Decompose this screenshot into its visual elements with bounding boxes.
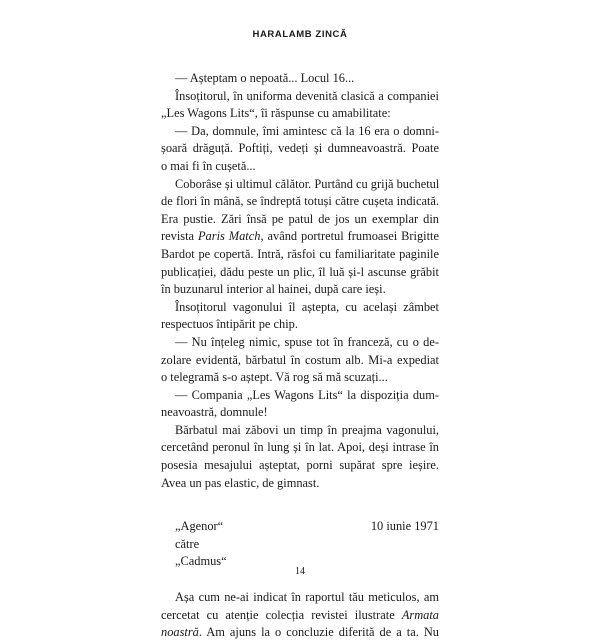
text-line: Însoțitorul vagonului îl aștepta, cu același zâmbet	[175, 299, 439, 314]
text-line: șoară drăguță. Poftiți, vedeți și dumneavoastră. Poate	[161, 141, 439, 156]
body-text	[161, 70, 439, 642]
text-line: Coborâse și ultimul călător. Purtând cu grijă buchetul	[175, 176, 440, 191]
text-fragment: , având portretul frumoasei Brigitte	[260, 229, 439, 244]
letter-header	[161, 518, 439, 536]
text-line: — Compania „Les Wagons Lits“ la dispoziția dum-	[175, 387, 439, 402]
text-line: „Les Wagons Lits“, îi răspunse cu amabilitate:	[161, 106, 391, 121]
text-line: Era pustie. Zări însă pe patul de jos un exemplar din	[161, 211, 439, 226]
text-line: — Așteptam o nepoată... Locul 16...	[175, 71, 355, 85]
text-line: — Da, domnule, îmi amintesc că la 16 era o domni-	[175, 123, 439, 138]
text-line: Avea un pas elastic, de gimnast.	[161, 475, 320, 490]
text-fragment: . Am ajuns la o concluzie diferită de a ta. Nu	[198, 625, 439, 640]
text-line: Bărbatul mai zăbovi un timp în preajma vagonului,	[175, 422, 439, 437]
page-number: 14	[295, 566, 305, 577]
text-line-magazine	[161, 228, 439, 246]
text-fragment: cercetat cu atenție colecția revistei ilustrate	[161, 607, 402, 622]
text-line: Însoțitorul, în uniforma devenită clasică a companiei	[175, 88, 439, 103]
text-line: o mai fi în cușetă...	[161, 158, 256, 173]
text-line: cercetând peronul în lung și în lat. Apoi, deși intrase în	[161, 440, 439, 455]
section-gap	[161, 492, 439, 518]
text-line: posesia mesajului așteptat, porni supărat spre ieșire.	[161, 458, 439, 473]
text-line: neavoastră, domnule!	[161, 405, 268, 420]
running-header-author: HARALAMB ZINCĂ	[252, 29, 348, 40]
text-fragment: revista	[161, 229, 198, 244]
magazine-title: noastră	[161, 625, 199, 640]
letter-recipient: „Cadmus“	[175, 554, 227, 569]
letter-sender: „Agenor“	[175, 519, 224, 534]
letter-date: 10 iunie 1971	[370, 519, 439, 534]
text-line	[161, 624, 439, 642]
text-line: publicației, dădu peste un plic, îl luă și-l ascunse grăbit	[161, 264, 439, 279]
text-line: Bardot pe copertă. Intră, răsfoi cu familiaritate paginile	[161, 246, 439, 261]
text-line: în buzunarul interior al hainei, după care ieși.	[161, 282, 386, 297]
magazine-title: Paris Match	[197, 229, 261, 244]
text-line: o telegramă s-o aștept. Vă rog să mă scuzați...	[161, 370, 388, 385]
letter-to-word: către	[175, 536, 200, 551]
text-line: respectuos întipărit pe chip.	[161, 317, 298, 332]
text-line: de flori în mână, se îndreptă totuși către cușeta indicată.	[161, 194, 439, 209]
text-line: Așa cum ne-ai indicat în raportul tău meticulos, am	[175, 590, 439, 605]
text-line: — Nu înțeleg nimic, spuse tot în franceză, cu o de-	[175, 334, 439, 349]
text-line	[161, 607, 439, 625]
magazine-title: Armata	[401, 607, 439, 622]
text-line: zolare evidentă, bărbatul în costum alb. Mi-a expediat	[161, 352, 439, 367]
